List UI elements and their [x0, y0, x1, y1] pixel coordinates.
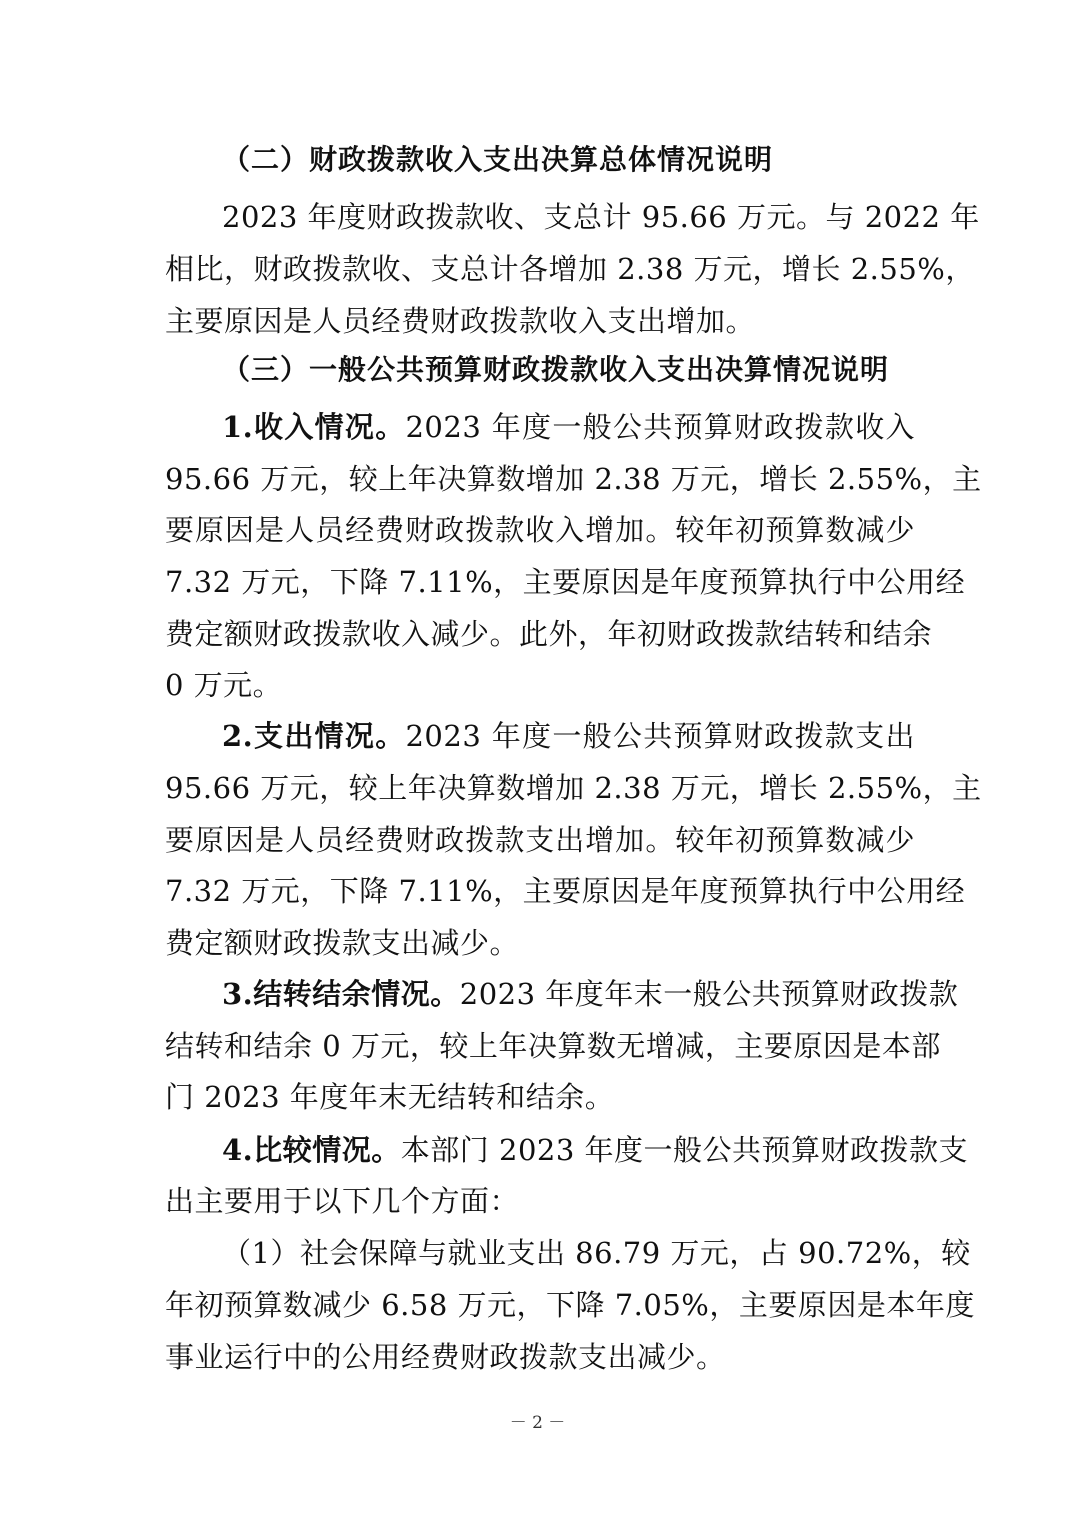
paragraph-line: 相比，财政拨款收、支总计各增加 2.38 万元，增长 2.55%，	[165, 252, 975, 286]
paragraph-line: 要原因是人员经费财政拨款支出增加。较年初预算数减少	[165, 823, 915, 857]
paragraph-line: 2023 年度财政拨款收、支总计 95.66 万元。与 2022 年	[222, 200, 980, 234]
item-3-first-line	[222, 974, 959, 1014]
item-title: 1.收入情况。	[222, 410, 406, 444]
page-number: － 2 －	[509, 1413, 566, 1433]
item-title: 3.结转结余情况。	[222, 977, 460, 1011]
item-text: 2023 年度一般公共预算财政拨款收入	[405, 410, 915, 444]
item-text: 2023 年度一般公共预算财政拨款支出	[405, 719, 915, 753]
paragraph-line: 事业运行中的公用经费财政拨款支出减少。	[165, 1340, 726, 1374]
paragraph-line: 费定额财政拨款收入减少。此外，年初财政拨款结转和结余	[165, 617, 933, 651]
paragraph-line: 费定额财政拨款支出减少。	[165, 926, 520, 960]
paragraph-line: 95.66 万元，较上年决算数增加 2.38 万元，增长 2.55%，主	[165, 462, 982, 496]
section-heading-3: （三）一般公共预算财政拨款收入支出决算情况说明	[222, 353, 890, 386]
paragraph-line: 结转和结余 0 万元，较上年决算数无增减，主要原因是本部	[165, 1029, 941, 1063]
item-4-first-line	[222, 1130, 969, 1170]
paragraph-line: 门 2023 年度年末无结转和结余。	[165, 1080, 615, 1114]
sub-item-first-line: （1）社会保障与就业支出 86.79 万元，占 90.72%，较	[222, 1236, 971, 1270]
paragraph-line: 7.32 万元，下降 7.11%，主要原因是年度预算执行中公用经	[165, 874, 966, 908]
item-title: 2.支出情况。	[222, 719, 406, 753]
item-text: 2023 年度年末一般公共预算财政拨款	[459, 977, 959, 1011]
item-2-first-line	[222, 716, 915, 756]
paragraph-line: 要原因是人员经费财政拨款收入增加。较年初预算数减少	[165, 513, 915, 547]
paragraph-line: 出主要用于以下几个方面：	[165, 1184, 520, 1218]
item-text: 本部门 2023 年度一般公共预算财政拨款支	[400, 1133, 969, 1167]
item-1-first-line	[222, 407, 915, 447]
section-heading-2: （二）财政拨款收入支出决算总体情况说明	[222, 143, 774, 176]
paragraph-line: 7.32 万元，下降 7.11%，主要原因是年度预算执行中公用经	[165, 565, 966, 599]
paragraph-line: 95.66 万元，较上年决算数增加 2.38 万元，增长 2.55%，主	[165, 771, 982, 805]
paragraph-line: 主要原因是人员经费财政拨款收入支出增加。	[165, 304, 756, 338]
item-title: 4.比较情况。	[222, 1133, 401, 1167]
paragraph-line: 0 万元。	[165, 668, 283, 702]
paragraph-line: 年初预算数减少 6.58 万元，下降 7.05%，主要原因是本年度	[165, 1288, 975, 1322]
